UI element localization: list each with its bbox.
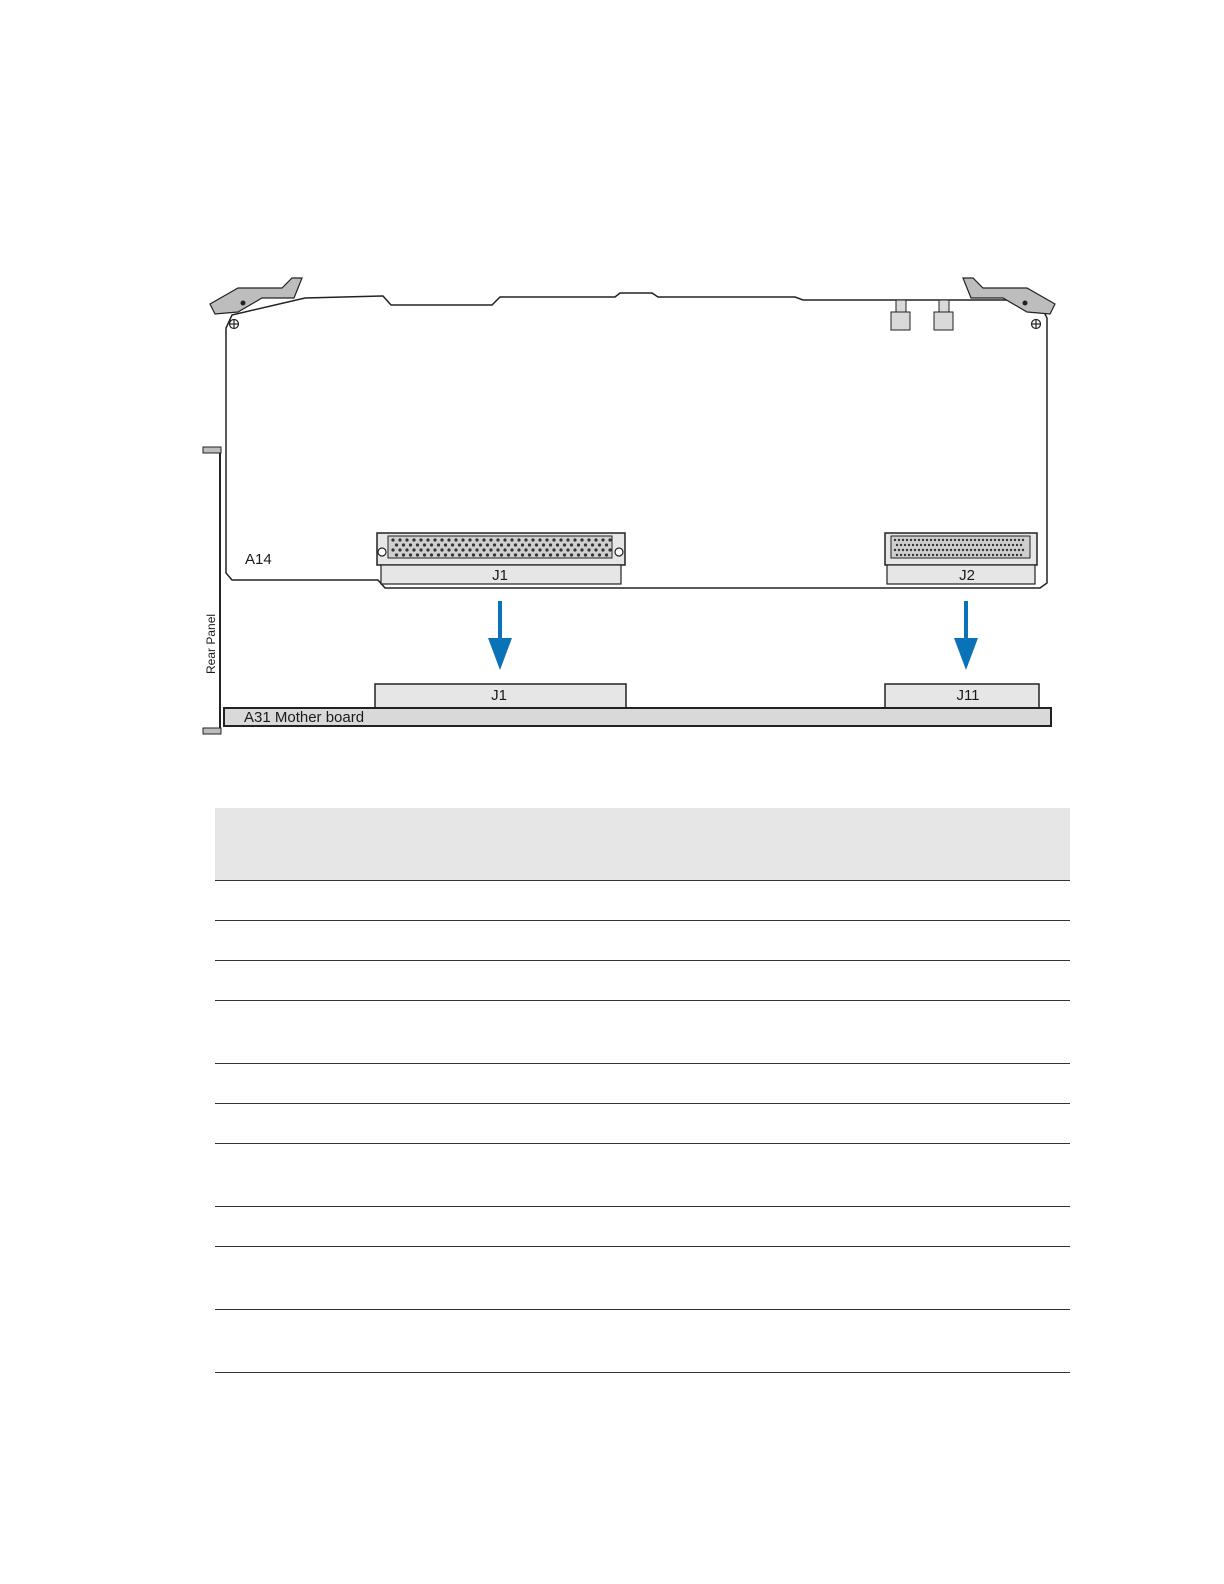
table-row [215, 881, 1070, 921]
rear-panel [203, 447, 221, 734]
board-connector-j1-label: J1 [492, 567, 508, 584]
a31-motherboard [224, 708, 1051, 726]
table-row [215, 1104, 1070, 1144]
motherboard-connector-j1-label: J1 [491, 687, 507, 704]
table-row [215, 1207, 1070, 1247]
table-row [215, 1001, 1070, 1064]
table-row [215, 921, 1070, 961]
table-header [215, 808, 1070, 881]
table-row [215, 1144, 1070, 1207]
board-label: A14 [245, 551, 272, 568]
motherboard-connector-j11 [885, 684, 1039, 708]
table-row [215, 1247, 1070, 1310]
board-connector-j2-label: J2 [959, 567, 975, 584]
rear-panel-label: Rear Panel [204, 613, 218, 674]
motherboard-connector-j11-label: J11 [956, 687, 980, 704]
board-connector-j2 [885, 533, 1037, 584]
table-row [215, 1310, 1070, 1373]
motherboard-label: A31 Mother board [244, 709, 365, 726]
insertion-arrow-left [488, 601, 512, 670]
table-row [215, 1064, 1070, 1104]
insertion-arrow-right [954, 601, 978, 670]
table-row [215, 961, 1070, 1001]
board-connector-j1 [377, 533, 625, 584]
motherboard-connector-j1 [375, 684, 626, 708]
spec-table [215, 808, 1070, 1373]
